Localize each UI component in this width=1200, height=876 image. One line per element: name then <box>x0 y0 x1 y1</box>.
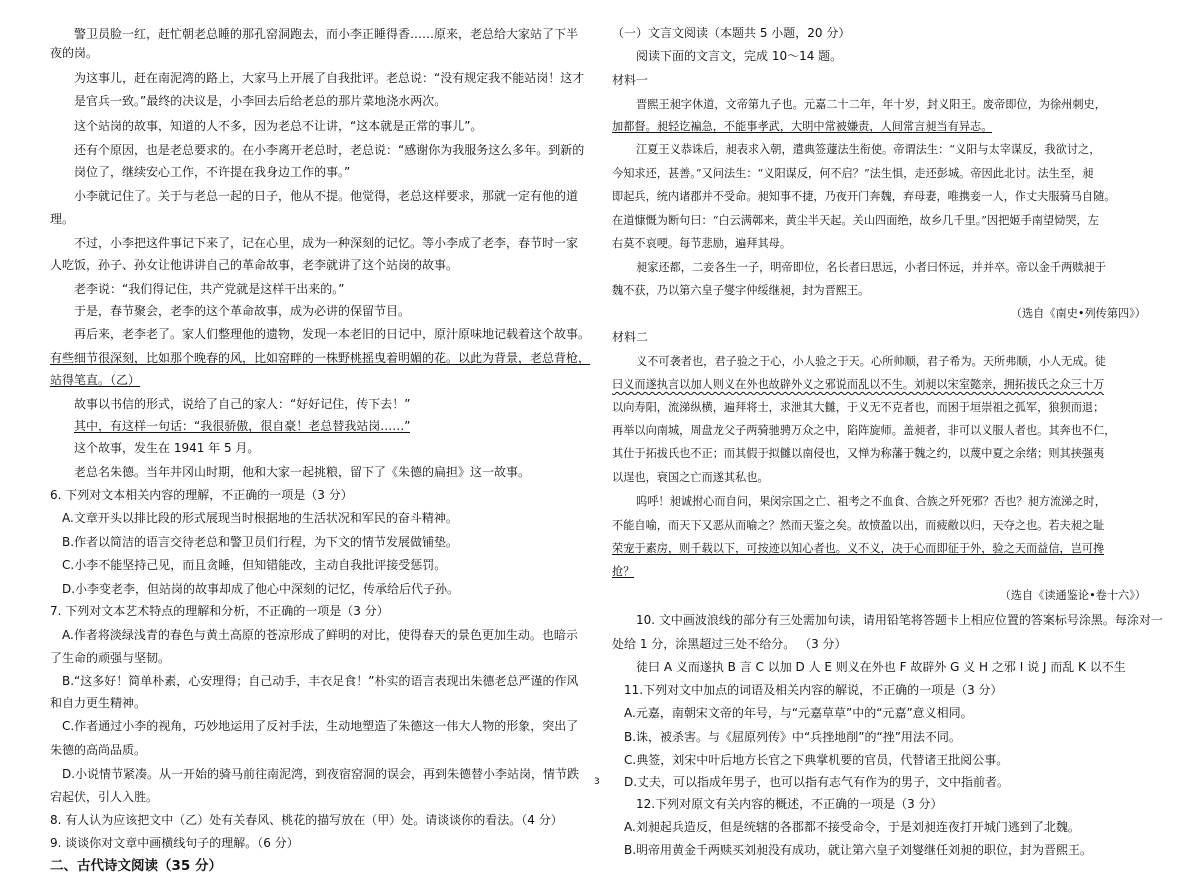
right-text-line: B.诛，被杀害。与《屈原列传》中“兵挫地削”的“挫”用法不同。 <box>624 730 961 744</box>
left-text-line: 故事以书信的形式，说给了自己的家人：“好好记住，传下去！” <box>74 397 411 411</box>
left-text-line: B.作者以简洁的语言交待老总和警卫员们行程，为下文的情节发展做铺垫。 <box>62 535 459 549</box>
left-text-line: 小李就记住了。关于与老总一起的日子，他从不提。他觉得，老总这样要求，那就一定有他的道 <box>74 189 579 203</box>
left-text-line: 6. 下列对文本相关内容的理解，不正确的一项是（3 分） <box>50 488 353 502</box>
left-text-line: 于是，春节聚会，老李的这个革命故事，成为必讲的保留节目。 <box>74 304 411 318</box>
left-text-line: D.小说情节紧凑。从一开始的骑马前往南泥湾，到夜宿窑洞的误会，再到朱德替小李站岗，情节跌 <box>62 767 580 781</box>
right-text-line: 10. 文中画波浪线的部分有三处需加句读，请用铅笔将答题卡上相应位置的答案标号涂黑。每涂对一 <box>636 613 1163 627</box>
right-text-line: 晋熙王昶字休道，文帝第九子也。元嘉二十二年，年十岁，封义阳王。废帝即位，为徐州刺史， <box>636 98 1106 111</box>
right-text-line: 材料一 <box>612 73 649 87</box>
right-text-line: 材料二 <box>612 330 649 344</box>
right-text-line: 其仕于拓拔氏也不正；而其假于拟雠以南侵也，又惮为称藩于魏之约，以蔑中夏之余绪；则其挟强夷 <box>612 447 1105 460</box>
right-text-line: C.典签，刘宋中叶后地方长官之下典掌机要的官员，代替诸王批阅公事。 <box>624 753 1009 767</box>
left-text-line: C.作者通过小李的视角，巧妙地运用了反衬手法，生动地塑造了朱德这一伟大人物的形象，突出了 <box>62 719 579 733</box>
left-text-line: B.“这多好！简单朴素，心安理得；自己动手，丰衣足食！”朴实的语言表现出朱德老总严谨的作风 <box>62 674 579 688</box>
right-text-line: 以逞也，衰国之亡而遂其私也。 <box>612 471 769 484</box>
left-text-line: A.文章开头以排比段的形式展现当时根据地的生活状况和军民的奋斗精神。 <box>62 511 458 525</box>
left-text-line: 8. 有人认为应该把文中（乙）处有关春风、桃花的描写放在（甲）处。请谈谈你的看法。（4 分） <box>50 813 563 827</box>
left-text-line: 二、古代诗文阅读（35 分） <box>50 858 222 874</box>
right-text-line: 义不可袭者也，君子验之于心，小人验之于天。心所帅顺，君子希为。天所弗顺，小人无成。徒 <box>636 355 1106 368</box>
right-text-line: （选自《南史•列传第四》） <box>1010 307 1146 320</box>
left-text-line: 老李说：“我们得记住，共产党就是这样干出来的。” <box>74 282 345 296</box>
right-text-line: D.丈夫，可以指成年男子，也可以指有志气有作为的男子，文中指前者。 <box>624 775 1010 789</box>
right-text-line: 阅读下面的文言文，完成 10～14 题。 <box>636 49 843 63</box>
left-text-line: 这个故事，发生在 1941 年 5 月。 <box>74 441 260 455</box>
left-text-line: 是官兵一致。”最终的决议是，小李回去后给老总的那片菜地浇水两次。 <box>74 94 447 108</box>
right-text-line: 以向寿阳，流涕纵横，遍拜将士，求泄其大雠，于义无不克者也，而困于垣崇祖之孤军，狼狈而退； <box>612 401 1105 414</box>
left-text-line: C.小李不能坚持己见，而且贪睡，但知错能改，主动自我批评接受惩罚。 <box>62 558 447 572</box>
left-text-line: 还有个原因，也是老总要求的。在小李离开老总时，老总说：“感谢你为我服务这么多年。到新的 <box>74 143 585 157</box>
right-text-line: 不能自喻，而天下又恶从而喻之？然而天鉴之矣。故愤盈以出，而疲敝以归，天夺之也。若夫昶之耻 <box>612 519 1105 532</box>
right-text-line: 12.下列对原文有关内容的概述，不正确的一项是（3 分） <box>636 797 943 811</box>
right-text-line: 右莫不哀哽。每节悲励，遍拜其母。 <box>612 237 792 250</box>
left-text-line: 其中，有这样一句话：“我很骄傲，很自豪！老总替我站岗……” <box>74 419 411 433</box>
left-text-line: 岗位了，继续安心工作，不许提在我身边工作的事。” <box>74 165 351 179</box>
left-text-line: 警卫员脸一红，赶忙朝老总睡的那孔窑洞跑去，而小李正睡得香……原来，老总给大家站了下半 <box>74 27 579 41</box>
right-text-line: 再举以向南城，周盘龙父子两骑驰骋万众之中，陷阵旋师。盖昶者，非可以义服人者也。其奔也不仁， <box>612 424 1116 437</box>
right-text-line: （一）文言文阅读（本题共 5 小题，20 分） <box>612 26 851 40</box>
right-text-line: 魏不获，乃以第六皇子燮字仲绥继昶，封为晋熙王。 <box>612 284 870 297</box>
left-text-line: 有些细节很深刻，比如那个晚春的风，比如窑畔的一株野桃摇曳着明媚的花。以此为背景，老总背枪， <box>50 351 591 365</box>
left-text-line: 理。 <box>50 212 75 226</box>
left-text-line: 人吃饭，孙子、孙女让他讲讲自己的革命故事，老李就讲了这个站岗的故事。 <box>50 258 459 272</box>
right-text-line: 荣宠于素房，则千载以下，可按迹以知心者也。义不义，决于心而即征于外，验之天而益信，岂可搀 <box>612 542 1105 555</box>
right-text-line: （选自《读通鉴论•卷十六》） <box>999 589 1146 602</box>
right-text-line: 江夏王义恭诛后，昶表求入朝，遣典签蘧法生衔使。帝谓法生：“义阳与太宰谋反，我欲讨之， <box>636 143 1101 156</box>
left-text-line: A.作者将淡绿浅青的春色与黄土高原的苍凉形成了鲜明的对比，使得春天的景色更加生动。也暗示 <box>62 628 578 642</box>
left-text-line: D.小李变老李，但站岗的故事却成了他心中深刻的记忆，传承给后代子孙。 <box>62 582 460 596</box>
right-text-line: 抢？ <box>612 565 635 578</box>
right-text-line: 处给 1 分，涂黑超过三处不给分。 （3 分） <box>612 637 847 651</box>
left-text-line: 不过，小李把这件事记下来了，记在心里，成为一种深刻的记忆。等小李成了老李，春节时一家 <box>74 236 579 250</box>
right-text-line: 徒曰 A 义而遂执 B 言 C 以加 D 人 E 则义在外也 F 故辟外 G 义 H 之邪 I 说 J 而乱 K 以不生 <box>636 660 1126 674</box>
right-text-line: 昶家还都，二妾各生一子，明帝即位，名长者曰思远，小者曰怀远，并并卒。帝以金千两赎昶于 <box>636 261 1106 274</box>
right-text-line: A.刘昶起兵造反，但是统辖的各郡都不接受命令，于是刘昶连夜打开城门逃到了北魏。 <box>624 820 1080 834</box>
left-text-line: 7. 下列对文本艺术特点的理解和分析，不正确的一项是（3 分） <box>50 604 389 618</box>
right-text-line: 今知求还，甚善。”又问法生：“义阳谋反，何不启？”法生惧，走还彭城。帝因此北讨。法生至，昶 <box>612 167 1094 180</box>
right-text-line: 曰义而遂执言以加人则义在外也故辟外义之邪说而乱以不生。刘昶以宋室懿亲，拥拓拔氏之众三十万 <box>612 378 1105 391</box>
left-text-line: 夜的岗。 <box>50 46 99 60</box>
left-text-line: 了生命的顽强与坚韧。 <box>50 651 171 665</box>
right-text-line: 呜呼！昶诚拊心而自问，果闵宗国之亡、祖考之不血食、合族之歼死邪？否也？昶方流涕之时， <box>636 495 1106 508</box>
right-text-line: A.元嘉，南朝宋文帝的年号，与“元嘉草草”中的“元嘉”意义相同。 <box>624 706 973 720</box>
left-text-line: 朱德的高尚品质。 <box>50 743 147 757</box>
right-text-line: 在道慷慨为断句曰：“白云满鄣来，黄尘半天起。关山四面绝，故乡几千里。”因把姬手南望恸哭，左 <box>612 214 1099 227</box>
right-text-line: 11.下列对文中加点的词语及相关内容的解说，不正确的一项是（3 分） <box>624 683 1003 697</box>
left-text-line: 老总名朱德。当年井冈山时期，他和大家一起挑粮，留下了《朱德的扁担》这一故事。 <box>74 465 531 479</box>
right-text-line: 加都督。昶轻讫褊急，不能事孝武，大明中常被嫌责，人间常言昶当有异志。 <box>612 120 993 133</box>
left-text-line: 宕起伏，引人入胜。 <box>50 790 159 804</box>
left-text-line: 再后来，老李老了。家人们整理他的遗物，发现一本老旧的日记中，原汁原味地记载着这个故事。 <box>74 327 591 341</box>
left-text-line: 站得笔直。（乙） <box>50 373 141 387</box>
left-text-line: 和自力更生精神。 <box>50 696 147 710</box>
page-number: 3 <box>594 777 600 787</box>
left-text-line: 这个站岗的故事，知道的人不多，因为老总不让讲，“这本就是正常的事儿”。 <box>74 119 483 133</box>
left-text-line: 为这事儿，赶在南泥湾的路上，大家马上开展了自我批评。老总说：“没有规定我不能站岗！这才 <box>74 71 585 85</box>
right-text-line: 即起兵，统内诸郡并不受命。昶知事不捷，乃夜开门奔魏，弃母妻，唯携妾一人，作丈夫服骑马自随。 <box>612 190 1116 203</box>
right-text-line: B.明帝用黄金千两赎买刘昶没有成功，就让第六皇子刘燮继任刘昶的职位，封为晋熙王。 <box>624 843 1093 857</box>
left-text-line: 9. 谈谈你对文章中画横线句子的理解。（6 分） <box>50 836 299 850</box>
